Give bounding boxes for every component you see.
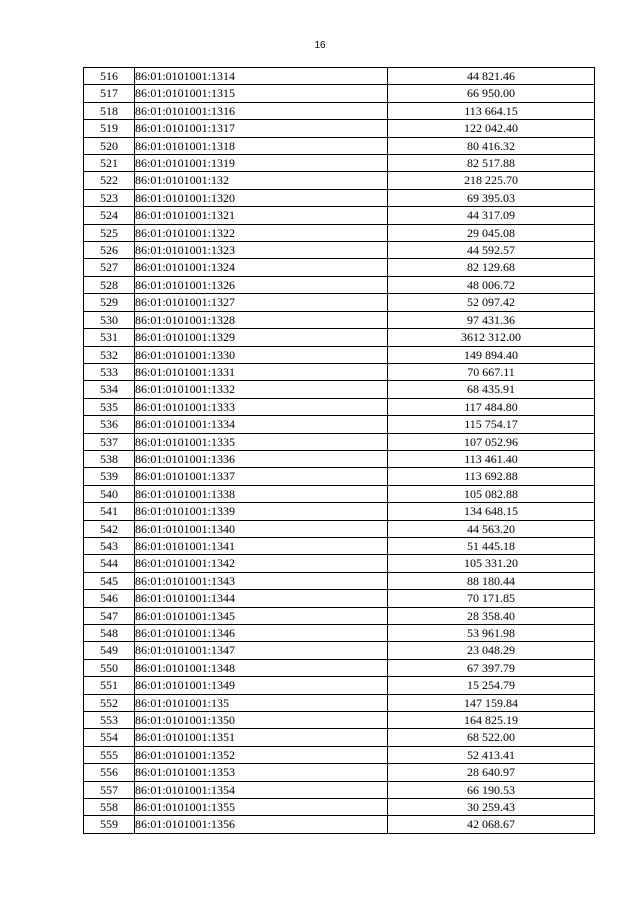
cadastral-number-cell: 86:01:0101001:1342 bbox=[135, 555, 388, 572]
row-number-cell: 557 bbox=[84, 781, 135, 798]
cadastral-number-cell: 86:01:0101001:1338 bbox=[135, 485, 388, 502]
table-row bbox=[84, 207, 595, 224]
cadastral-value-cell: 122 042.40 bbox=[388, 120, 595, 137]
cadastral-number-cell: 86:01:0101001:1339 bbox=[135, 503, 388, 520]
table-row bbox=[84, 189, 595, 206]
cadastral-number-cell: 86:01:0101001:1355 bbox=[135, 799, 388, 816]
row-number-cell: 555 bbox=[84, 746, 135, 763]
table-row bbox=[84, 346, 595, 363]
table-row bbox=[84, 799, 595, 816]
table-row bbox=[84, 781, 595, 798]
cadastral-number-cell: 86:01:0101001:1348 bbox=[135, 659, 388, 676]
row-number-cell: 553 bbox=[84, 712, 135, 729]
row-number-cell: 538 bbox=[84, 450, 135, 467]
cadastral-number-cell: 86:01:0101001:1335 bbox=[135, 433, 388, 450]
cadastral-number-cell: 86:01:0101001:1315 bbox=[135, 85, 388, 102]
table-row bbox=[84, 468, 595, 485]
cadastral-value-cell: 149 894.40 bbox=[388, 346, 595, 363]
cadastral-value-cell: 68 522.00 bbox=[388, 729, 595, 746]
cadastral-number-cell: 86:01:0101001:1352 bbox=[135, 746, 388, 763]
row-number-cell: 530 bbox=[84, 311, 135, 328]
cadastral-number-cell: 86:01:0101001:1332 bbox=[135, 381, 388, 398]
table-row bbox=[84, 294, 595, 311]
cadastral-value-cell: 115 754.17 bbox=[388, 416, 595, 433]
table-row bbox=[84, 712, 595, 729]
cadastral-value-cell: 52 097.42 bbox=[388, 294, 595, 311]
cadastral-value-cell: 97 431.36 bbox=[388, 311, 595, 328]
cadastral-number-cell: 86:01:0101001:1347 bbox=[135, 642, 388, 659]
cadastral-number-cell: 86:01:0101001:132 bbox=[135, 172, 388, 189]
row-number-cell: 520 bbox=[84, 137, 135, 154]
table-row bbox=[84, 677, 595, 694]
cadastral-value-table bbox=[83, 67, 595, 834]
cadastral-number-cell: 86:01:0101001:135 bbox=[135, 694, 388, 711]
cadastral-value-cell: 30 259.43 bbox=[388, 799, 595, 816]
cadastral-value-cell: 218 225.70 bbox=[388, 172, 595, 189]
cadastral-number-cell: 86:01:0101001:1356 bbox=[135, 816, 388, 833]
cadastral-number-cell: 86:01:0101001:1350 bbox=[135, 712, 388, 729]
cadastral-value-cell: 44 592.57 bbox=[388, 242, 595, 259]
cadastral-value-cell: 70 667.11 bbox=[388, 363, 595, 380]
table-row bbox=[84, 68, 595, 85]
row-number-cell: 556 bbox=[84, 764, 135, 781]
table-row bbox=[84, 259, 595, 276]
table-row bbox=[84, 503, 595, 520]
row-number-cell: 541 bbox=[84, 503, 135, 520]
table-row bbox=[84, 764, 595, 781]
row-number-cell: 528 bbox=[84, 276, 135, 293]
cadastral-value-cell: 48 006.72 bbox=[388, 276, 595, 293]
cadastral-number-cell: 86:01:0101001:1340 bbox=[135, 520, 388, 537]
cadastral-number-cell: 86:01:0101001:1349 bbox=[135, 677, 388, 694]
table-row bbox=[84, 137, 595, 154]
row-number-cell: 554 bbox=[84, 729, 135, 746]
cadastral-value-cell: 44 821.46 bbox=[388, 68, 595, 85]
cadastral-value-cell: 105 331.20 bbox=[388, 555, 595, 572]
cadastral-value-cell: 113 692.88 bbox=[388, 468, 595, 485]
cadastral-number-cell: 86:01:0101001:1354 bbox=[135, 781, 388, 798]
row-number-cell: 542 bbox=[84, 520, 135, 537]
cadastral-number-cell: 86:01:0101001:1324 bbox=[135, 259, 388, 276]
row-number-cell: 547 bbox=[84, 607, 135, 624]
cadastral-number-cell: 86:01:0101001:1346 bbox=[135, 625, 388, 642]
row-number-cell: 525 bbox=[84, 224, 135, 241]
cadastral-value-cell: 105 082.88 bbox=[388, 485, 595, 502]
cadastral-number-cell: 86:01:0101001:1316 bbox=[135, 102, 388, 119]
cadastral-value-cell: 28 640.97 bbox=[388, 764, 595, 781]
table-row bbox=[84, 694, 595, 711]
row-number-cell: 536 bbox=[84, 416, 135, 433]
row-number-cell: 521 bbox=[84, 155, 135, 172]
table-row bbox=[84, 590, 595, 607]
row-number-cell: 524 bbox=[84, 207, 135, 224]
row-number-cell: 537 bbox=[84, 433, 135, 450]
table-row bbox=[84, 572, 595, 589]
row-number-cell: 550 bbox=[84, 659, 135, 676]
cadastral-number-cell: 86:01:0101001:1334 bbox=[135, 416, 388, 433]
table-row bbox=[84, 625, 595, 642]
cadastral-number-cell: 86:01:0101001:1321 bbox=[135, 207, 388, 224]
row-number-cell: 559 bbox=[84, 816, 135, 833]
table-row bbox=[84, 120, 595, 137]
row-number-cell: 558 bbox=[84, 799, 135, 816]
table-row bbox=[84, 311, 595, 328]
table-row bbox=[84, 102, 595, 119]
table-row bbox=[84, 85, 595, 102]
table-row bbox=[84, 746, 595, 763]
cadastral-number-cell: 86:01:0101001:1333 bbox=[135, 398, 388, 415]
row-number-cell: 548 bbox=[84, 625, 135, 642]
cadastral-value-cell: 134 648.15 bbox=[388, 503, 595, 520]
cadastral-number-cell: 86:01:0101001:1337 bbox=[135, 468, 388, 485]
cadastral-number-cell: 86:01:0101001:1336 bbox=[135, 450, 388, 467]
cadastral-value-cell: 44 317.09 bbox=[388, 207, 595, 224]
row-number-cell: 516 bbox=[84, 68, 135, 85]
cadastral-number-cell: 86:01:0101001:1328 bbox=[135, 311, 388, 328]
cadastral-number-cell: 86:01:0101001:1318 bbox=[135, 137, 388, 154]
page-number: 16 bbox=[314, 40, 326, 51]
cadastral-value-cell: 88 180.44 bbox=[388, 572, 595, 589]
cadastral-value-cell: 69 395.03 bbox=[388, 189, 595, 206]
table-row bbox=[84, 381, 595, 398]
cadastral-value-cell: 51 445.18 bbox=[388, 537, 595, 554]
cadastral-value-cell: 70 171.85 bbox=[388, 590, 595, 607]
cadastral-number-cell: 86:01:0101001:1327 bbox=[135, 294, 388, 311]
cadastral-number-cell: 86:01:0101001:1353 bbox=[135, 764, 388, 781]
row-number-cell: 534 bbox=[84, 381, 135, 398]
cadastral-number-cell: 86:01:0101001:1345 bbox=[135, 607, 388, 624]
cadastral-value-cell: 23 048.29 bbox=[388, 642, 595, 659]
row-number-cell: 546 bbox=[84, 590, 135, 607]
cadastral-value-cell: 66 950.00 bbox=[388, 85, 595, 102]
table-row bbox=[84, 816, 595, 833]
table-row bbox=[84, 363, 595, 380]
row-number-cell: 523 bbox=[84, 189, 135, 206]
row-number-cell: 519 bbox=[84, 120, 135, 137]
table-row bbox=[84, 242, 595, 259]
row-number-cell: 529 bbox=[84, 294, 135, 311]
cadastral-number-cell: 86:01:0101001:1329 bbox=[135, 329, 388, 346]
row-number-cell: 527 bbox=[84, 259, 135, 276]
cadastral-number-cell: 86:01:0101001:1343 bbox=[135, 572, 388, 589]
cadastral-number-cell: 86:01:0101001:1320 bbox=[135, 189, 388, 206]
row-number-cell: 549 bbox=[84, 642, 135, 659]
table-row bbox=[84, 224, 595, 241]
row-number-cell: 518 bbox=[84, 102, 135, 119]
table-row bbox=[84, 520, 595, 537]
cadastral-value-cell: 29 045.08 bbox=[388, 224, 595, 241]
row-number-cell: 531 bbox=[84, 329, 135, 346]
cadastral-value-cell: 107 052.96 bbox=[388, 433, 595, 450]
cadastral-number-cell: 86:01:0101001:1351 bbox=[135, 729, 388, 746]
table-row bbox=[84, 537, 595, 554]
cadastral-value-cell: 67 397.79 bbox=[388, 659, 595, 676]
cadastral-number-cell: 86:01:0101001:1314 bbox=[135, 68, 388, 85]
table-row bbox=[84, 433, 595, 450]
cadastral-value-cell: 53 961.98 bbox=[388, 625, 595, 642]
table-row bbox=[84, 659, 595, 676]
row-number-cell: 545 bbox=[84, 572, 135, 589]
cadastral-number-cell: 86:01:0101001:1317 bbox=[135, 120, 388, 137]
table-row bbox=[84, 416, 595, 433]
table-body bbox=[84, 68, 595, 834]
cadastral-value-cell: 113 664.15 bbox=[388, 102, 595, 119]
row-number-cell: 517 bbox=[84, 85, 135, 102]
row-number-cell: 539 bbox=[84, 468, 135, 485]
row-number-cell: 522 bbox=[84, 172, 135, 189]
table-row bbox=[84, 607, 595, 624]
cadastral-number-cell: 86:01:0101001:1319 bbox=[135, 155, 388, 172]
row-number-cell: 535 bbox=[84, 398, 135, 415]
cadastral-value-cell: 66 190.53 bbox=[388, 781, 595, 798]
table-row bbox=[84, 398, 595, 415]
cadastral-value-cell: 28 358.40 bbox=[388, 607, 595, 624]
row-number-cell: 533 bbox=[84, 363, 135, 380]
row-number-cell: 543 bbox=[84, 537, 135, 554]
row-number-cell: 526 bbox=[84, 242, 135, 259]
table-row bbox=[84, 172, 595, 189]
cadastral-number-cell: 86:01:0101001:1322 bbox=[135, 224, 388, 241]
cadastral-value-cell: 113 461.40 bbox=[388, 450, 595, 467]
cadastral-value-cell: 82 129.68 bbox=[388, 259, 595, 276]
cadastral-value-cell: 44 563.20 bbox=[388, 520, 595, 537]
table-row bbox=[84, 642, 595, 659]
row-number-cell: 532 bbox=[84, 346, 135, 363]
cadastral-value-cell: 82 517.88 bbox=[388, 155, 595, 172]
cadastral-value-cell: 164 825.19 bbox=[388, 712, 595, 729]
cadastral-number-cell: 86:01:0101001:1344 bbox=[135, 590, 388, 607]
cadastral-number-cell: 86:01:0101001:1323 bbox=[135, 242, 388, 259]
row-number-cell: 540 bbox=[84, 485, 135, 502]
row-number-cell: 544 bbox=[84, 555, 135, 572]
row-number-cell: 552 bbox=[84, 694, 135, 711]
cadastral-value-cell: 147 159.84 bbox=[388, 694, 595, 711]
cadastral-value-cell: 3612 312.00 bbox=[388, 329, 595, 346]
cadastral-value-cell: 80 416.32 bbox=[388, 137, 595, 154]
table-row bbox=[84, 155, 595, 172]
cadastral-number-cell: 86:01:0101001:1326 bbox=[135, 276, 388, 293]
cadastral-value-cell: 68 435.91 bbox=[388, 381, 595, 398]
cadastral-number-cell: 86:01:0101001:1330 bbox=[135, 346, 388, 363]
table-row bbox=[84, 729, 595, 746]
table-row bbox=[84, 555, 595, 572]
cadastral-value-cell: 42 068.67 bbox=[388, 816, 595, 833]
cadastral-value-cell: 15 254.79 bbox=[388, 677, 595, 694]
cadastral-value-cell: 52 413.41 bbox=[388, 746, 595, 763]
cadastral-number-cell: 86:01:0101001:1331 bbox=[135, 363, 388, 380]
cadastral-value-cell: 117 484.80 bbox=[388, 398, 595, 415]
row-number-cell: 551 bbox=[84, 677, 135, 694]
table-row bbox=[84, 450, 595, 467]
table-row bbox=[84, 329, 595, 346]
table-row bbox=[84, 485, 595, 502]
cadastral-number-cell: 86:01:0101001:1341 bbox=[135, 537, 388, 554]
table-row bbox=[84, 276, 595, 293]
